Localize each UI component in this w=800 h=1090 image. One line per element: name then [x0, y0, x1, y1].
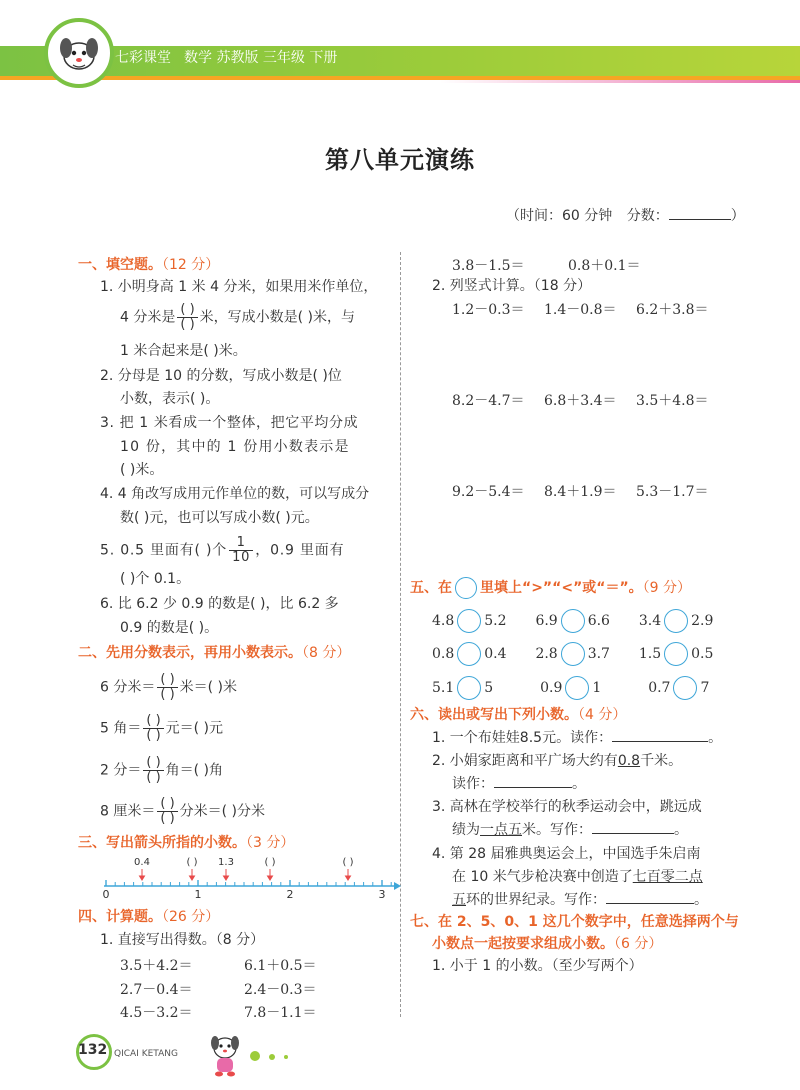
s7-q1: 1. 小于 1 的小数。（至少写两个） [432, 958, 643, 974]
s1-q5b: ( )个 0.1。 [120, 571, 191, 587]
compare-row-3: 5.1 5 0.9 1 0.7 7 [432, 676, 709, 700]
column-divider [400, 252, 401, 1017]
nl-label-4: ( ) [342, 857, 354, 868]
s6-q4b: 在 10 米气步枪决赛中创造了七百零二点 [452, 869, 703, 885]
section-4-heading: 四、计算题。（26 分） [78, 909, 220, 925]
s2-row-1: 6 分米＝ $\frac{( )}{( )}$ 米＝( )米 [100, 672, 238, 702]
mental-calc-0: 3.5＋4.2＝ [120, 958, 193, 974]
mascot-dog-logo [44, 18, 114, 88]
s2-row-2: 5 角＝ $\frac{( )}{( )}$ 元＝( )元 [100, 713, 224, 743]
mental-calc-6: 3.8－1.5＝ [452, 258, 525, 274]
section-2-heading: 二、先用分数表示，再用小数表示。（8 分） [78, 645, 351, 661]
compare-circle[interactable] [664, 642, 688, 666]
time-score-line [506, 206, 745, 226]
footer-dots [250, 1046, 288, 1065]
mental-calc-4: 4.5－3.2＝ [120, 1005, 193, 1021]
nl-label-1: ( ) [186, 857, 198, 868]
s1-q2a: 2. 分母是 10 的分数，写成小数是( )位 [100, 368, 342, 384]
section-7-heading-b: 小数点一起按要求组成小数。（6 分） [432, 936, 663, 952]
s1-q6a: 6. 比 6.2 少 0.9 的数是( )，比 6.2 多 [100, 596, 339, 612]
answer-blank[interactable] [494, 787, 572, 788]
vertical-calc-3: 8.2－4.7＝ [452, 393, 525, 409]
mental-calc-1: 6.1＋0.5＝ [244, 958, 317, 974]
s1-q1a: 1. 小明身高 1 米 4 分米，如果用米作单位， [100, 279, 378, 295]
mental-calc-3: 2.4－0.3＝ [244, 982, 317, 998]
page-number: 132 [78, 1042, 108, 1058]
s1-q1c: 1 米合起来是( )米。 [120, 343, 247, 359]
vertical-calc-5: 3.5＋4.8＝ [636, 393, 709, 409]
section-5-heading: 五、在 里填上“>”“<”或“＝”。（9 分） [410, 577, 691, 599]
s1-q6b: 0.9 的数是( )。 [120, 620, 219, 636]
footer-brand: QICAI KETANG [114, 1049, 178, 1059]
s1-q4b: 数( )元，也可以写成小数( )元。 [120, 510, 319, 526]
section-1-heading: 一、填空题。（12 分） [78, 257, 220, 273]
vertical-calc-1: 1.4－0.8＝ [544, 302, 617, 318]
answer-blank[interactable] [606, 903, 694, 904]
score-label: 分数： [626, 208, 669, 224]
dog-icon [205, 1030, 245, 1078]
s4-sub2: 2. 列竖式计算。（18 分） [432, 278, 592, 294]
vertical-calc-2: 6.2＋3.8＝ [636, 302, 709, 318]
footer-mascot [205, 1030, 245, 1078]
compare-circle[interactable] [457, 609, 481, 633]
mental-calc-7: 0.8＋0.1＝ [568, 258, 641, 274]
vertical-calc-4: 6.8＋3.4＝ [544, 393, 617, 409]
mental-calc-2: 2.7－0.4＝ [120, 982, 193, 998]
time-label: （时间：60 分钟 [506, 208, 613, 224]
compare-circle[interactable] [457, 676, 481, 700]
nl-label-2: 1.3 [218, 857, 234, 868]
circle-icon [455, 577, 477, 599]
s1-q4a: 4. 4 角改写成用元作单位的数，可以写成分 [100, 486, 370, 502]
nl-tick-2: 2 [286, 888, 294, 900]
s6-q3b: 绩为一点五米。写作： 。 [452, 822, 688, 838]
header-brand: 七彩课堂 [115, 50, 171, 66]
s6-q4c: 五环的世界纪录。写作： 。 [452, 892, 708, 908]
section-7-heading-a: 七、在 2、5、0、1 这几个数字中，任意选择两个与 [410, 914, 739, 930]
s6-q4a: 4. 第 28 届雅典奥运会上，中国选手朱启南 [432, 846, 701, 862]
compare-circle[interactable] [561, 642, 585, 666]
section-6-heading: 六、读出或写出下列小数。（4 分） [410, 707, 627, 723]
compare-circle[interactable] [561, 609, 585, 633]
s1-q3b: 10 份，其中的 1 份用小数表示是 [120, 439, 350, 455]
compare-circle[interactable] [565, 676, 589, 700]
nl-arrows [140, 869, 351, 880]
s6-q2b: 读作： 。 [452, 776, 586, 792]
s1-q5a: 5. 0.5 里面有( )个 $\frac{1}{10}$ ，0.9 里面有 [100, 535, 345, 565]
score-blank[interactable] [669, 219, 731, 220]
s2-row-4: 8 厘米＝ $\frac{( )}{( )}$ 分米＝( )分米 [100, 796, 266, 826]
answer-blank[interactable] [612, 741, 708, 742]
header-subject: 数学 苏教版 三年级 下册 [184, 50, 338, 66]
page-title: 第八单元演练 [325, 146, 475, 174]
vertical-calc-0: 1.2－0.3＝ [452, 302, 525, 318]
s6-q2a: 2. 小娟家距离和平广场大约有0.8千米。 [432, 753, 683, 769]
s6-q1: 1. 一个布娃娃8.5元。读作： 。 [432, 730, 723, 746]
s1-q3c: ( )米。 [120, 462, 164, 478]
s1-q1b: 4 分米是 $\frac{( )}{( )}$ 米，写成小数是( )米，与 [120, 302, 356, 332]
section-3-heading: 三、写出箭头所指的小数。（3 分） [78, 835, 295, 851]
s1-q2b: 小数，表示( )。 [120, 391, 220, 407]
nl-tick-1: 1 [194, 888, 202, 900]
vertical-calc-8: 5.3－1.7＝ [636, 484, 709, 500]
header-pink-line [440, 80, 800, 83]
nl-tick-0: 0 [102, 888, 110, 900]
s1-q3a: 3. 把 1 米看成一个整体，把它平均分成 [100, 415, 359, 431]
nl-label-3: ( ) [264, 857, 276, 868]
mental-calc-5: 7.8－1.1＝ [244, 1005, 317, 1021]
dog-icon [48, 22, 110, 84]
compare-circle[interactable] [457, 642, 481, 666]
vertical-calc-7: 8.4＋1.9＝ [544, 484, 617, 500]
fraction-one-tenth: $\frac{1}{10}$ [229, 536, 253, 565]
number-line [96, 852, 401, 900]
s4-sub1: 1. 直接写出得数。（8 分） [100, 932, 265, 948]
s2-row-3: 2 分＝ $\frac{( )}{( )}$ 角＝( )角 [100, 755, 224, 785]
answer-blank[interactable] [592, 833, 674, 834]
compare-circle[interactable] [673, 676, 697, 700]
close-paren: ） [730, 208, 745, 224]
compare-row-2: 0.8 0.4 2.8 3.7 1.5 0.5 [432, 642, 713, 666]
vertical-calc-6: 9.2－5.4＝ [452, 484, 525, 500]
compare-row-1: 4.8 5.2 6.9 6.6 3.4 2.9 [432, 609, 713, 633]
nl-label-0: 0.4 [134, 857, 150, 868]
nl-tick-3: 3 [378, 888, 386, 900]
s6-q3a: 3. 高林在学校举行的秋季运动会中，跳远成 [432, 799, 702, 815]
fraction-blank: $\frac{( )}{( )}$ [177, 303, 197, 332]
compare-circle[interactable] [664, 609, 688, 633]
